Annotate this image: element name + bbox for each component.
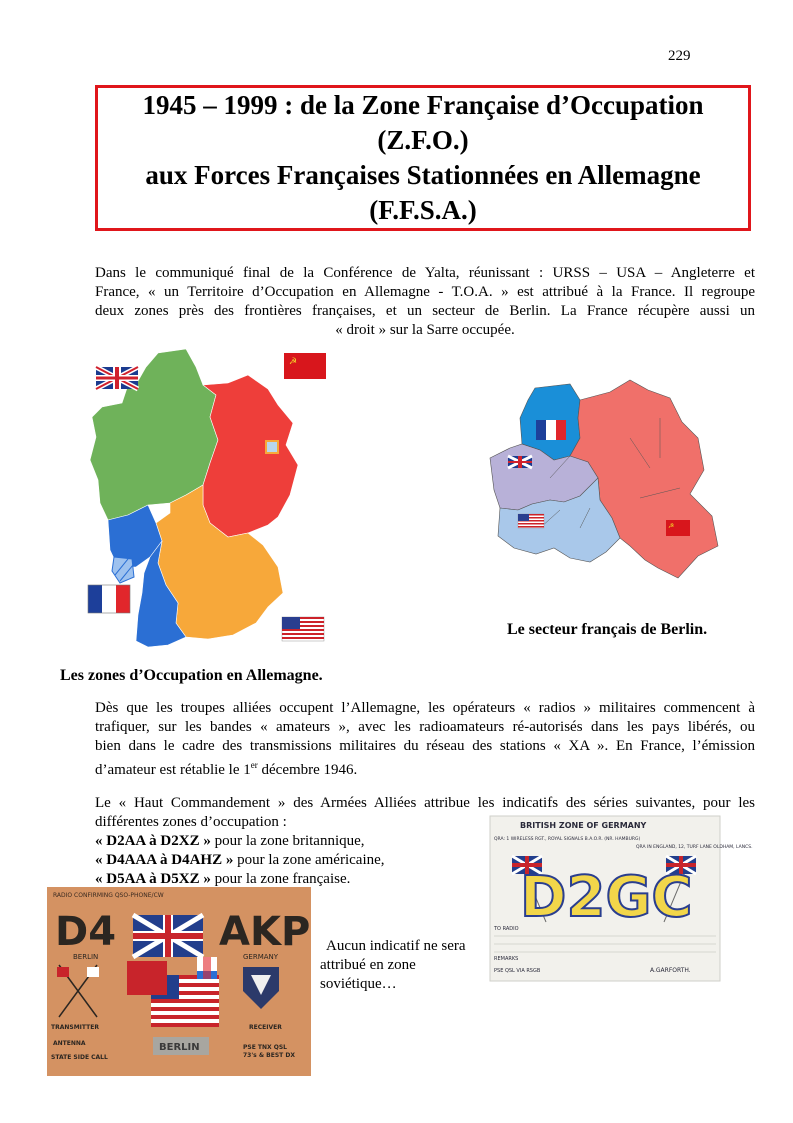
title-line-2: (Z.F.O.) [377,125,469,155]
call-series-french-range: « D5AA à D5XZ » [95,871,211,887]
qsl-card-d4akp [47,887,311,1076]
title-box [95,85,751,231]
call-series-french-text: pour la zone française. [210,871,351,887]
body1-line-4-end: décembre 1946. [257,762,358,778]
body2-line-2: différentes zones d’occupation : [95,814,287,830]
call-series-american-text: pour la zone américaine, [233,852,385,868]
qsl1-best: 73's & BEST DX [243,1052,295,1059]
svg-text:☭: ☭ [289,357,298,367]
germany-zones-map [78,345,338,650]
qsl2-qra-right: QRA IN ENGLAND, 12, TURF LANE OLDHAM, LANCS. [636,845,753,850]
soviet-note [320,937,490,994]
body1-line-2: trafiquer, sur les bandes « amateurs », avec les radioamateurs ré-autorisés dans les pays libérés, ou [95,719,755,735]
qsl1-receiver: RECEIVER [249,1024,282,1031]
call-series-british-text: pour la zone britannique, [210,833,365,849]
intro-line-2: France, « un Territoire d’Occupation en Allemagne - T.O.A. » est attribué à la France. Il regroupe [95,284,755,300]
qsl-card-d2gc [490,816,753,981]
body-paragraph-1 [95,699,755,780]
body1-line-4-text: d’amateur est rétablie le 1 [95,762,251,778]
qsl2-header: BRITISH ZONE OF GERMANY [520,821,647,830]
call-series-american-range: « D4AAA à D4AHZ » [95,852,234,868]
intro-line-4: « droit » sur la Sarre occupée. [335,322,515,338]
intro-line-3: deux zones près des frontières françaises, et un secteur de Berlin. La France récupère aussi un [95,303,755,319]
body1-line-3: bien dans le cadre des transmissions militaires du réseau des stations « XA ». En France, l’émission [95,738,755,754]
qsl2-sign: A.GARFORTH. [650,967,691,974]
soviet-note-line-2: attribué en zone [320,957,416,973]
qsl1-call-left: D4 [55,909,117,955]
body1-line-4-sup: er [250,760,258,770]
body2-line-1: Le « Haut Commandement » des Armées Alliées attribue les indicatifs des séries suivantes, pour les [95,795,755,811]
call-series-british [95,832,365,851]
qsl2-remarks: REMARKS [494,956,519,962]
body1-line-1: Dès que les troupes alliées occupent l’Allemagne, les opérateurs « radios » militaires commencent à [95,700,755,716]
qsl1-antenna: ANTENNA [53,1040,86,1047]
qsl2-to-radio: TO RADIO [494,926,519,932]
title-line-3: aux Forces Françaises Stationnées en Allemagne [145,160,701,190]
germany-caption: Les zones d’Occupation en Allemagne. [60,667,323,684]
qsl2-qra-left: QRA: 1 WIRELESS RGT., ROYAL SIGNALS B.A.O.R. (NR. HAMBURG) [494,837,641,842]
qsl1-pse: PSE TNX QSL [243,1044,287,1051]
berlin-caption: Le secteur français de Berlin. [507,621,708,638]
qsl1-banner: BERLIN [159,1042,200,1053]
qsl1-state-side: STATE SIDE CALL [51,1054,108,1061]
svg-text:☭: ☭ [668,522,675,530]
body1-line-4 [95,756,755,780]
qsl2-pse: PSE QSL VIA RSGB [494,968,541,974]
qsl1-header: RADIO CONFIRMING QSO-PHONE/CW [53,892,164,899]
title-line-4: (F.F.S.A.) [369,195,477,225]
intro-line-1: Dans le communiqué final de la Conférence de Yalta, réunissant : URSS – USA – Angleterre et [95,265,755,281]
soviet-note-line-3: soviétique… [320,976,397,992]
qsl2-call: D2GC [520,865,693,930]
soviet-note-line-1: Aucun indicatif ne sera [326,938,466,954]
qsl1-country: GERMANY [243,953,279,961]
intro-paragraph [95,264,755,340]
berlin-sectors-map [480,378,730,583]
page-number: 229 [668,48,691,64]
qsl1-call-right: AKP [219,909,311,955]
call-series-american [95,851,385,870]
title-line-1: 1945 – 1999 : de la Zone Française d’Occupation [142,90,704,120]
call-series-british-range: « D2AA à D2XZ » [95,833,211,849]
qsl1-city: BERLIN [73,953,99,961]
qsl1-transmitter: TRANSMITTER [51,1024,99,1031]
